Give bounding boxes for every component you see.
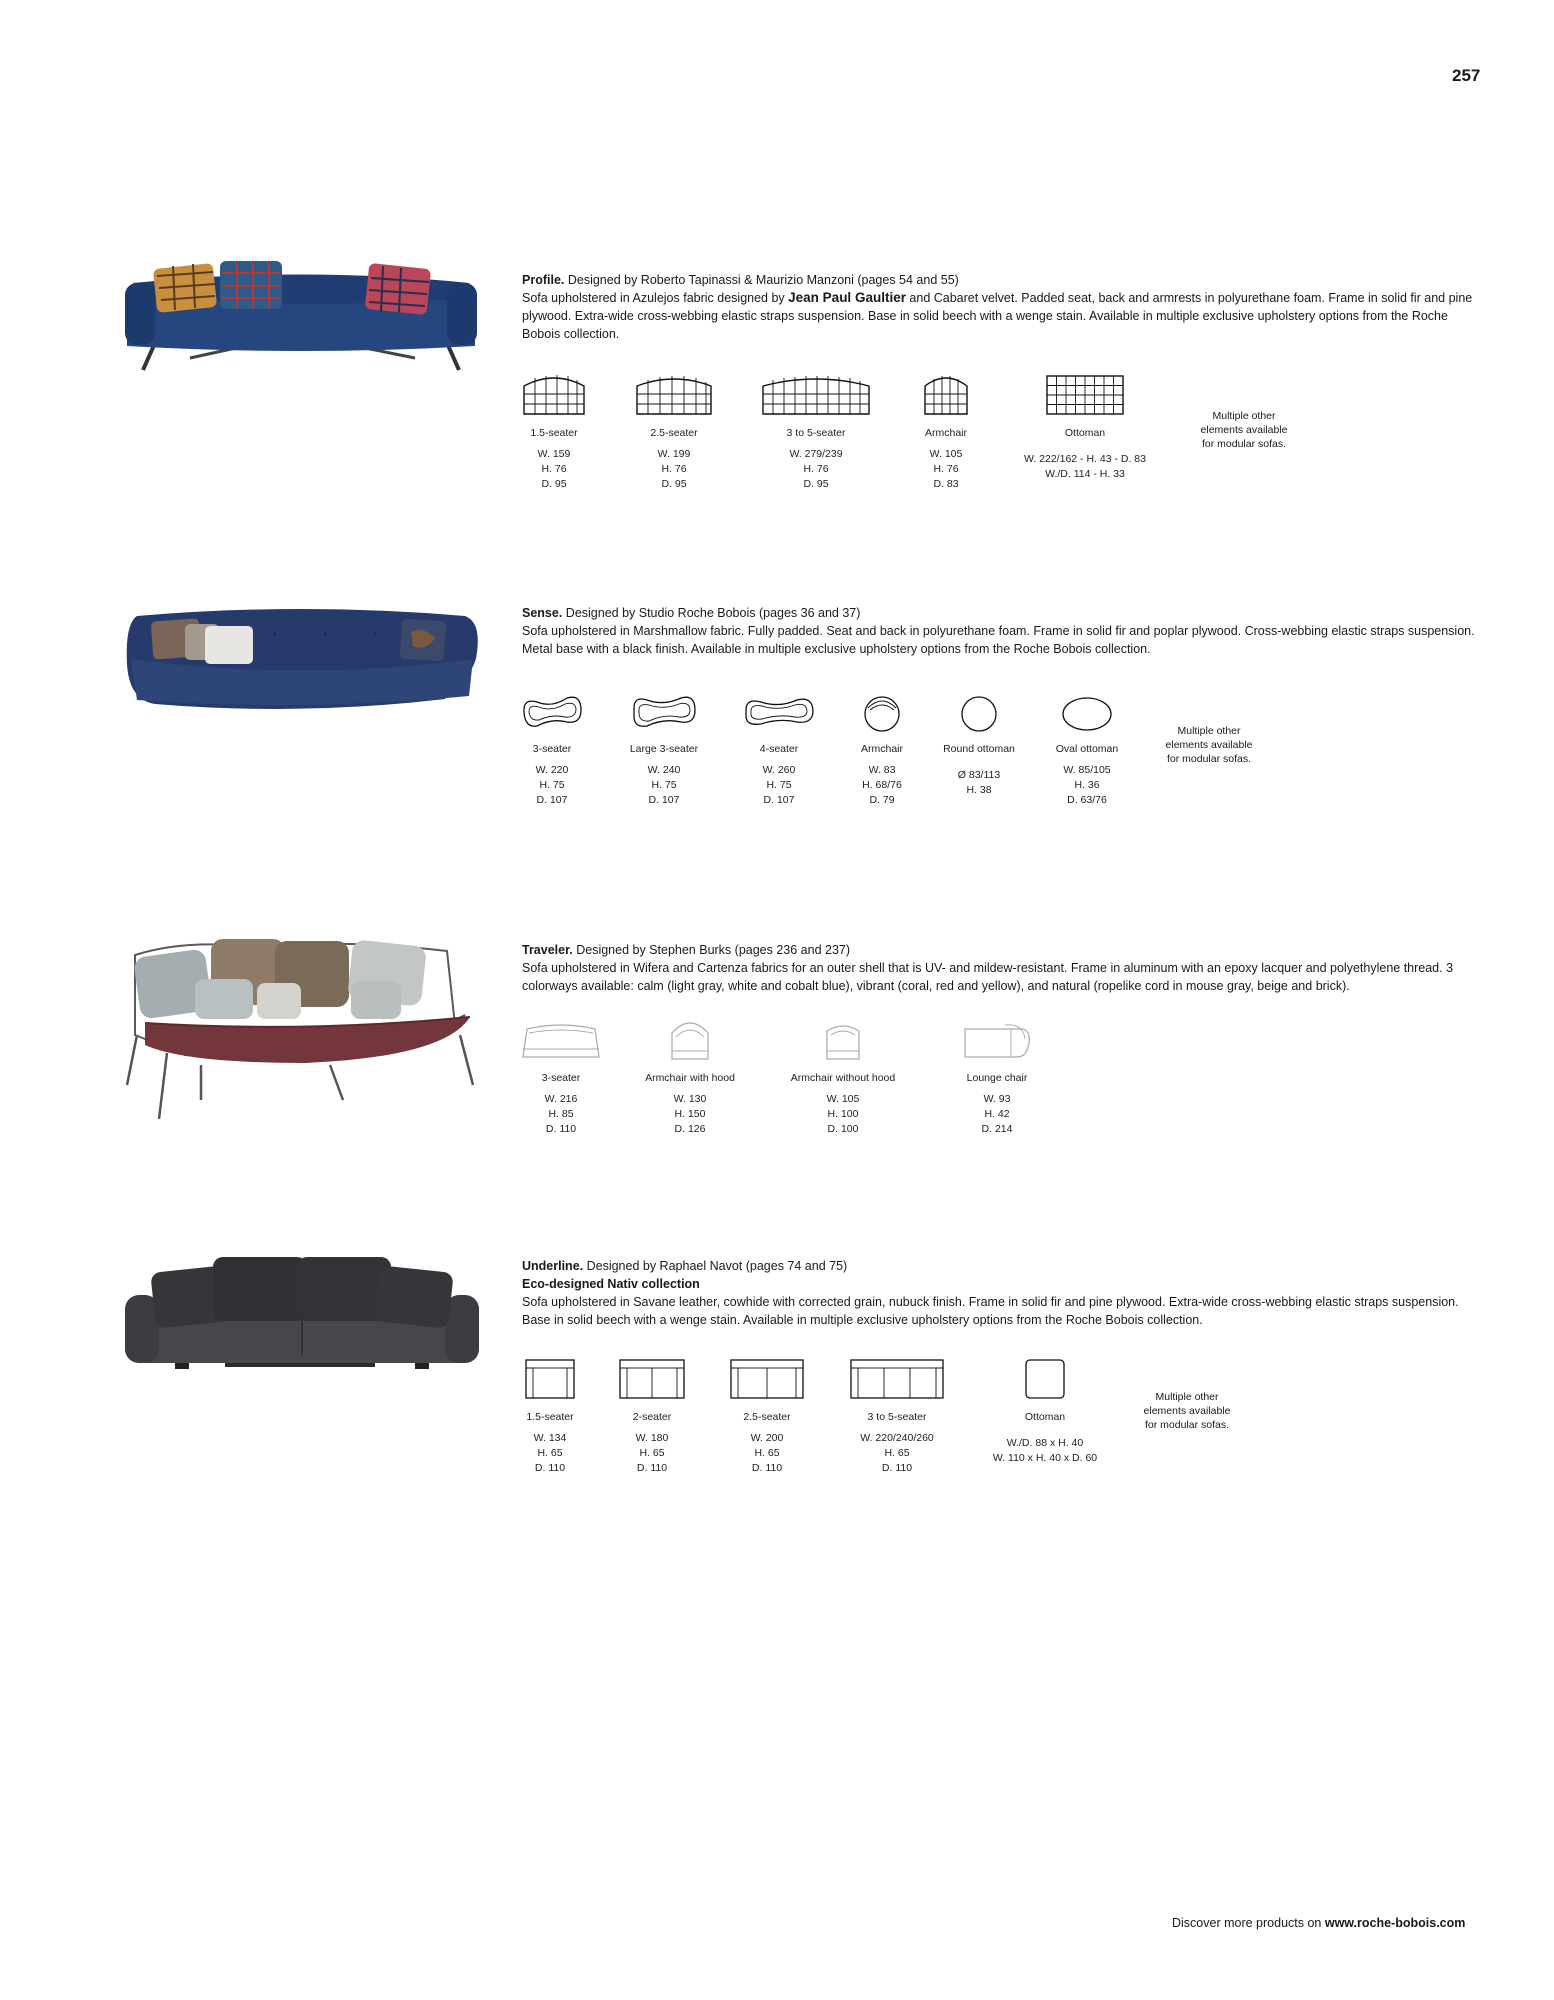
variant-label: 3-seater bbox=[541, 1072, 581, 1084]
variant-dim: H. 65 bbox=[639, 1447, 665, 1459]
variant-dim: W. 240 bbox=[647, 764, 681, 776]
desc-text: Sofa upholstered in Wifera and Cartenza fabrics for an outer shell that is UV- and mildew-resistant. Frame in aluminum with an epoxy lacquer and polyethylene thread. 3 colorways available: calm (light gray, white and cobalt blue), vibrant (coral, red and yellow), and natural (ropelike cord in mouse gray, beige and brick). bbox=[522, 961, 1454, 993]
variant-dim: H. 65 bbox=[884, 1447, 910, 1459]
curved-3-seater-icon bbox=[512, 686, 592, 732]
variant-dim: W. 200 bbox=[750, 1432, 784, 1444]
underline-sofa-photo bbox=[125, 1255, 479, 1375]
variant-label: 3 to 5-seater bbox=[786, 427, 846, 439]
variant-label: Round ottoman bbox=[943, 743, 1015, 755]
variant-dim: D. 79 bbox=[869, 794, 895, 806]
sense-variant-5 bbox=[934, 686, 1024, 798]
variant-label: 3-seater bbox=[532, 743, 572, 755]
sense-variant-3 bbox=[734, 686, 824, 808]
product-name: Underline. bbox=[522, 1259, 584, 1273]
traveler-sofa-photo bbox=[125, 935, 477, 1125]
sofa-3-seater-icon bbox=[516, 1015, 606, 1061]
curved-large-3-seater-icon bbox=[614, 686, 714, 732]
variant-dim: D. 110 bbox=[534, 1462, 566, 1474]
collection-name: Eco-designed Nativ collection bbox=[522, 1277, 700, 1291]
sense-variant-6 bbox=[1042, 686, 1132, 808]
variant-dim: D. 214 bbox=[981, 1123, 1013, 1135]
variant-dim: H. 75 bbox=[766, 779, 792, 791]
underline-variant-2 bbox=[612, 1354, 692, 1476]
traveler-variant-2 bbox=[630, 1015, 750, 1137]
variant-label: Armchair bbox=[860, 743, 903, 755]
sofa-1-5-seater-icon bbox=[510, 1354, 590, 1400]
underline-description bbox=[522, 1257, 1482, 1329]
variant-dim: H. 75 bbox=[651, 779, 677, 791]
sense-multiple-note bbox=[1154, 724, 1264, 766]
variant-label: Armchair bbox=[924, 427, 967, 439]
variant-dim: H. 68/76 bbox=[862, 779, 902, 791]
variant-dim: W. 83 bbox=[868, 764, 896, 776]
variant-dim: D. 107 bbox=[648, 794, 680, 806]
product-name: Profile. bbox=[522, 273, 565, 287]
variant-dim: W. 130 bbox=[673, 1093, 707, 1105]
variant-dim: D. 107 bbox=[763, 794, 795, 806]
designer-credit: Designed by Roberto Tapinassi & Maurizio Manzoni (pages 54 and 55) bbox=[564, 273, 959, 287]
sofa-2-5-seater-icon bbox=[722, 1354, 812, 1400]
variant-label: 4-seater bbox=[759, 743, 799, 755]
ottoman-icon bbox=[1010, 370, 1160, 416]
curved-4-seater-icon bbox=[734, 686, 824, 732]
note-line: elements available bbox=[1200, 424, 1288, 436]
note-line: for modular sofas. bbox=[1201, 438, 1287, 450]
variant-dim: H. 76 bbox=[803, 463, 829, 475]
variant-dim: D. 107 bbox=[536, 794, 568, 806]
note-line: elements available bbox=[1143, 1405, 1231, 1417]
variant-dim: D. 95 bbox=[661, 478, 687, 490]
round-armchair-icon bbox=[846, 686, 918, 732]
variant-label: Large 3-seater bbox=[629, 743, 699, 755]
traveler-variant-4 bbox=[952, 1015, 1042, 1137]
designer-credit: Designed by Studio Roche Bobois (pages 36 and 37) bbox=[562, 606, 861, 620]
variant-dim: D. 110 bbox=[636, 1462, 668, 1474]
variant-dim: H. 100 bbox=[827, 1108, 859, 1120]
variant-dim: H. 75 bbox=[539, 779, 565, 791]
sofa-3-to-5-seater-icon bbox=[842, 1354, 952, 1400]
traveler-variant-3 bbox=[778, 1015, 908, 1137]
profile-variant-5 bbox=[1010, 370, 1160, 482]
variant-dim: W. 85/105 bbox=[1063, 764, 1111, 776]
underline-variant-5 bbox=[980, 1354, 1110, 1466]
variant-dim: D. 126 bbox=[674, 1123, 706, 1135]
lounge-chair-icon bbox=[952, 1015, 1042, 1061]
desc-text: Sofa upholstered in Savane leather, cowhide with corrected grain, nubuck finish. Frame in solid fir and pine plywood. Extra-wide cross-webbing elastic straps suspension. Base in solid beech with a wenge stain. Available in multiple exclusive upholstery options from the Roche Bobois collection. bbox=[522, 1295, 1459, 1327]
underline-multiple-note bbox=[1132, 1390, 1242, 1432]
website-link[interactable]: www.roche-bobois.com bbox=[1324, 1916, 1466, 1930]
profile-multiple-note bbox=[1189, 409, 1299, 451]
variant-dim: H. 85 bbox=[548, 1108, 574, 1120]
variant-dim: D. 110 bbox=[545, 1123, 577, 1135]
oval-ottoman-icon bbox=[1042, 686, 1132, 732]
designer-highlight: Jean Paul Gaultier bbox=[788, 290, 906, 305]
variant-dim: D. 110 bbox=[751, 1462, 783, 1474]
variant-dim: D. 63/76 bbox=[1067, 794, 1107, 806]
variant-dim: W. 222/162 - H. 43 - D. 83 bbox=[1024, 453, 1146, 465]
variant-label: 2.5-seater bbox=[650, 427, 698, 439]
desc-text: Sofa upholstered in Azulejos fabric designed by bbox=[522, 291, 789, 305]
note-line: for modular sofas. bbox=[1166, 753, 1252, 765]
note-line: Multiple other bbox=[1212, 410, 1276, 422]
profile-sofa-photo bbox=[125, 258, 477, 373]
note-line: elements available bbox=[1165, 739, 1253, 751]
armchair-icon bbox=[906, 370, 986, 416]
variant-dim: W. 220 bbox=[535, 764, 569, 776]
variant-label: Armchair without hood bbox=[790, 1072, 896, 1084]
variant-dim: W. 216 bbox=[544, 1093, 578, 1105]
variant-dim: W. 105 bbox=[929, 448, 963, 460]
variant-label: 1.5-seater bbox=[526, 1411, 574, 1423]
variant-dim: H. 42 bbox=[984, 1108, 1010, 1120]
variant-dim: W. 260 bbox=[762, 764, 796, 776]
profile-variant-3 bbox=[756, 370, 876, 492]
variant-dim: H. 65 bbox=[754, 1447, 780, 1459]
variant-label: 1.5-seater bbox=[530, 427, 578, 439]
variant-dim: D. 110 bbox=[881, 1462, 913, 1474]
underline-variant-1 bbox=[510, 1354, 590, 1476]
sense-variant-2 bbox=[614, 686, 714, 808]
desc-text: and Cabaret velvet. Padded seat, back and armrests in polyurethane foam. Frame in solid fir and pine plywood. Extra-wide cross-webbing elastic straps suspension. Base in solid beech with a wenge stain. Available in multiple exclusive upholstery options from the Roche Bobois collection. bbox=[522, 291, 1473, 341]
product-name: Traveler. bbox=[522, 943, 573, 957]
product-name: Sense. bbox=[522, 606, 563, 620]
variant-dim: D. 95 bbox=[541, 478, 567, 490]
traveler-variant-1 bbox=[516, 1015, 606, 1137]
variant-dim: D. 95 bbox=[803, 478, 829, 490]
variant-dim: H. 76 bbox=[541, 463, 567, 475]
note-line: for modular sofas. bbox=[1144, 1419, 1230, 1431]
armchair-without-hood-icon bbox=[778, 1015, 908, 1061]
variant-dim: W./D. 88 x H. 40 bbox=[1006, 1437, 1084, 1449]
variant-dim: D. 100 bbox=[827, 1123, 859, 1135]
profile-description bbox=[522, 271, 1482, 343]
underline-variant-4 bbox=[842, 1354, 952, 1476]
variant-dim: H. 150 bbox=[674, 1108, 706, 1120]
variant-dim: Ø 83/113 bbox=[957, 769, 1001, 781]
desc-text: Sofa upholstered in Marshmallow fabric. Fully padded. Seat and back in polyurethane foam. Frame in solid fir and poplar plywood. Cross-webbing elastic straps suspension. Metal base with a black finish. Available in multiple exclusive upholstery options from the Roche Bobois collection. bbox=[522, 624, 1475, 656]
variant-label: Ottoman bbox=[1064, 427, 1106, 439]
ottoman-icon bbox=[980, 1354, 1110, 1400]
variant-label: 3 to 5-seater bbox=[867, 1411, 927, 1423]
variant-dim: D. 83 bbox=[933, 478, 959, 490]
profile-variant-4 bbox=[906, 370, 986, 492]
round-ottoman-icon bbox=[934, 686, 1024, 732]
variant-dim: W./D. 114 - H. 33 bbox=[1045, 468, 1125, 480]
variant-dim: W. 105 bbox=[826, 1093, 860, 1105]
footer-text: Discover more products on bbox=[1172, 1916, 1325, 1930]
page-number: 257 bbox=[1452, 66, 1481, 85]
variant-dim: H. 76 bbox=[661, 463, 687, 475]
sense-sofa-photo bbox=[125, 604, 479, 714]
sense-description bbox=[522, 604, 1482, 658]
variant-dim: W. 180 bbox=[635, 1432, 669, 1444]
variant-label: Oval ottoman bbox=[1055, 743, 1119, 755]
variant-label: Ottoman bbox=[1024, 1411, 1066, 1423]
sofa-1-5-seater-icon bbox=[508, 370, 600, 416]
variant-dim: H. 38 bbox=[966, 784, 992, 796]
variant-label: 2-seater bbox=[632, 1411, 672, 1423]
profile-variant-1 bbox=[508, 370, 600, 492]
variant-label: 2.5-seater bbox=[743, 1411, 791, 1423]
variant-dim: W. 279/239 bbox=[789, 448, 843, 460]
variant-dim: H. 36 bbox=[1074, 779, 1100, 791]
designer-credit: Designed by Stephen Burks (pages 236 and 237) bbox=[572, 943, 851, 957]
sense-variant-4 bbox=[846, 686, 918, 808]
variant-dim: W. 110 x H. 40 x D. 60 bbox=[992, 1452, 1098, 1464]
variant-dim: W. 93 bbox=[983, 1093, 1011, 1105]
note-line: Multiple other bbox=[1155, 1391, 1219, 1403]
sofa-2-5-seater-icon bbox=[628, 370, 720, 416]
variant-dim: H. 76 bbox=[933, 463, 959, 475]
variant-dim: W. 134 bbox=[533, 1432, 567, 1444]
sofa-3-to-5-seater-icon bbox=[756, 370, 876, 416]
profile-variant-2 bbox=[628, 370, 720, 492]
variant-dim: H. 65 bbox=[537, 1447, 563, 1459]
sofa-2-seater-icon bbox=[612, 1354, 692, 1400]
note-line: Multiple other bbox=[1177, 725, 1241, 737]
variant-dim: W. 159 bbox=[537, 448, 571, 460]
footer bbox=[1172, 1916, 1465, 1930]
variant-dim: W. 199 bbox=[657, 448, 691, 460]
designer-credit: Designed by Raphael Navot (pages 74 and 75) bbox=[583, 1259, 848, 1273]
underline-variant-3 bbox=[722, 1354, 812, 1476]
variant-label: Armchair with hood bbox=[645, 1072, 735, 1084]
armchair-with-hood-icon bbox=[630, 1015, 750, 1061]
sense-variant-1 bbox=[512, 686, 592, 808]
variant-dim: W. 220/240/260 bbox=[860, 1432, 934, 1444]
variant-label: Lounge chair bbox=[966, 1072, 1028, 1084]
traveler-description bbox=[522, 941, 1482, 995]
